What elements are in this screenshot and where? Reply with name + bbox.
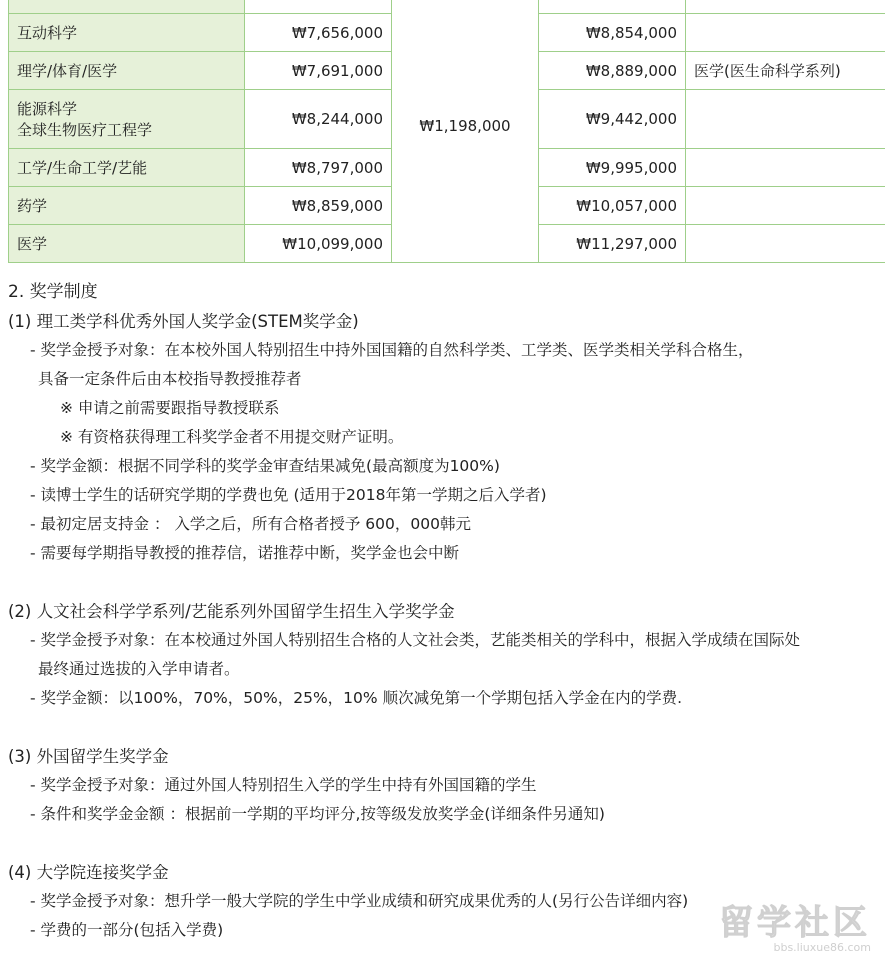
total-fee-cell: ₩8,854,000: [539, 14, 686, 52]
fee-cell: ₩8,244,000: [245, 90, 392, 149]
stem-target-cont: 具备一定条件后由本校指导教授推荐者: [38, 370, 302, 388]
foreign-condition: - 条件和奖学金金额 ：根据前一学期的平均评分,按等级发放奖学金(详细条件另通知): [30, 805, 605, 823]
major-line: 能源科学: [17, 100, 78, 118]
fee-cell: ₩7,691,000: [245, 52, 392, 90]
table-row: [9, 0, 885, 14]
note-cell: [686, 225, 885, 263]
watermark-text: 留学社区: [719, 903, 871, 943]
graduate-target: - 奖学金授予对象：想升学一般大学院的学生中学业成绩和研究成果优秀的人(另行公告详细内容): [30, 892, 689, 910]
fee-cell: ₩8,859,000: [245, 187, 392, 225]
tuition-table: [8, 0, 885, 263]
humanities-target: - 奖学金授予对象：在本校通过外国人特别招生合格的人文社会类，艺能类相关的学科中，根据入学成绩在国际处: [30, 631, 801, 649]
fee-cell: [245, 0, 392, 14]
major-cell: 理学/体育/医学: [9, 52, 245, 90]
humanities-title: (2) 人文社会科学学系列/艺能系列外国留学生招生入学奖学金: [8, 602, 455, 621]
graduate-title: (4) 大学院连接奖学金: [8, 863, 169, 882]
major-cell: 医学: [9, 225, 245, 263]
note-cell: [686, 90, 885, 149]
stem-phd: - 读博士学生的话研究学期的学费也免 (适用于2018年第一学期之后入学者): [30, 486, 547, 504]
note-cell: [686, 0, 885, 14]
note-cell: [686, 149, 885, 187]
major-line: 全球生物医疗工程学: [17, 121, 153, 139]
fee-cell: ₩10,099,000: [245, 225, 392, 263]
graduate-tuition: - 学费的一部分(包括入学费): [30, 921, 224, 939]
total-fee-cell: ₩10,057,000: [539, 187, 686, 225]
foreign-target: - 奖学金授予对象：通过外国人特别招生入学的学生中持有外国国籍的学生: [30, 776, 537, 794]
total-fee-cell: ₩8,889,000: [539, 52, 686, 90]
major-cell: [9, 0, 245, 14]
note-cell: 医学(医生命科学系列): [686, 52, 885, 90]
stem-note-property: ※ 有资格获得理工科奖学金者不用提交财产证明。: [60, 428, 404, 446]
total-fee-cell: ₩9,995,000: [539, 149, 686, 187]
total-fee-cell: ₩11,297,000: [539, 225, 686, 263]
stem-settlement: - 最初定居支持金 ： 入学之后，所有合格者授予 600，000韩元: [30, 515, 471, 533]
major-cell: 药学: [9, 187, 245, 225]
humanities-target-cont: 最终通过选拔的入学申请者。: [38, 660, 240, 678]
stem-amount: - 奖学金额：根据不同学科的奖学金审查结果减免(最高额度为100%): [30, 457, 500, 475]
scholarship-section: [8, 278, 878, 945]
major-cell: [9, 90, 245, 149]
total-fee-cell: ₩9,442,000: [539, 90, 686, 149]
major-cell: 互动科学: [9, 14, 245, 52]
fee-cell: ₩8,797,000: [245, 149, 392, 187]
foreign-title: (3) 外国留学生奖学金: [8, 747, 169, 766]
fee-cell: ₩7,656,000: [245, 14, 392, 52]
note-cell: [686, 14, 885, 52]
stem-recommendation: - 需要每学期指导教授的推荐信，诺推荐中断，奖学金也会中断: [30, 544, 460, 562]
stem-note-contact: ※ 申请之前需要跟指导教授联系: [60, 399, 280, 417]
watermark-url: bbs.liuxue86.com: [773, 941, 871, 954]
total-fee-cell: [539, 0, 686, 14]
stem-target: - 奖学金授予对象：在本校外国人特别招生中持外国国籍的自然科学类、工学类、医学类相关学科合格生，: [30, 341, 754, 359]
humanities-amount: - 奖学金额：以100%，70%，50%，25%，10% 顺次减免第一个学期包括入学金在内的学费.: [30, 689, 682, 707]
section-heading: 2. 奖学制度: [8, 282, 98, 302]
merged-fee-cell: ₩1,198,000: [392, 0, 539, 263]
stem-title: (1) 理工类学科优秀外国人奖学金(STEM奖学金): [8, 312, 359, 331]
note-cell: [686, 187, 885, 225]
major-cell: 工学/生命工学/艺能: [9, 149, 245, 187]
